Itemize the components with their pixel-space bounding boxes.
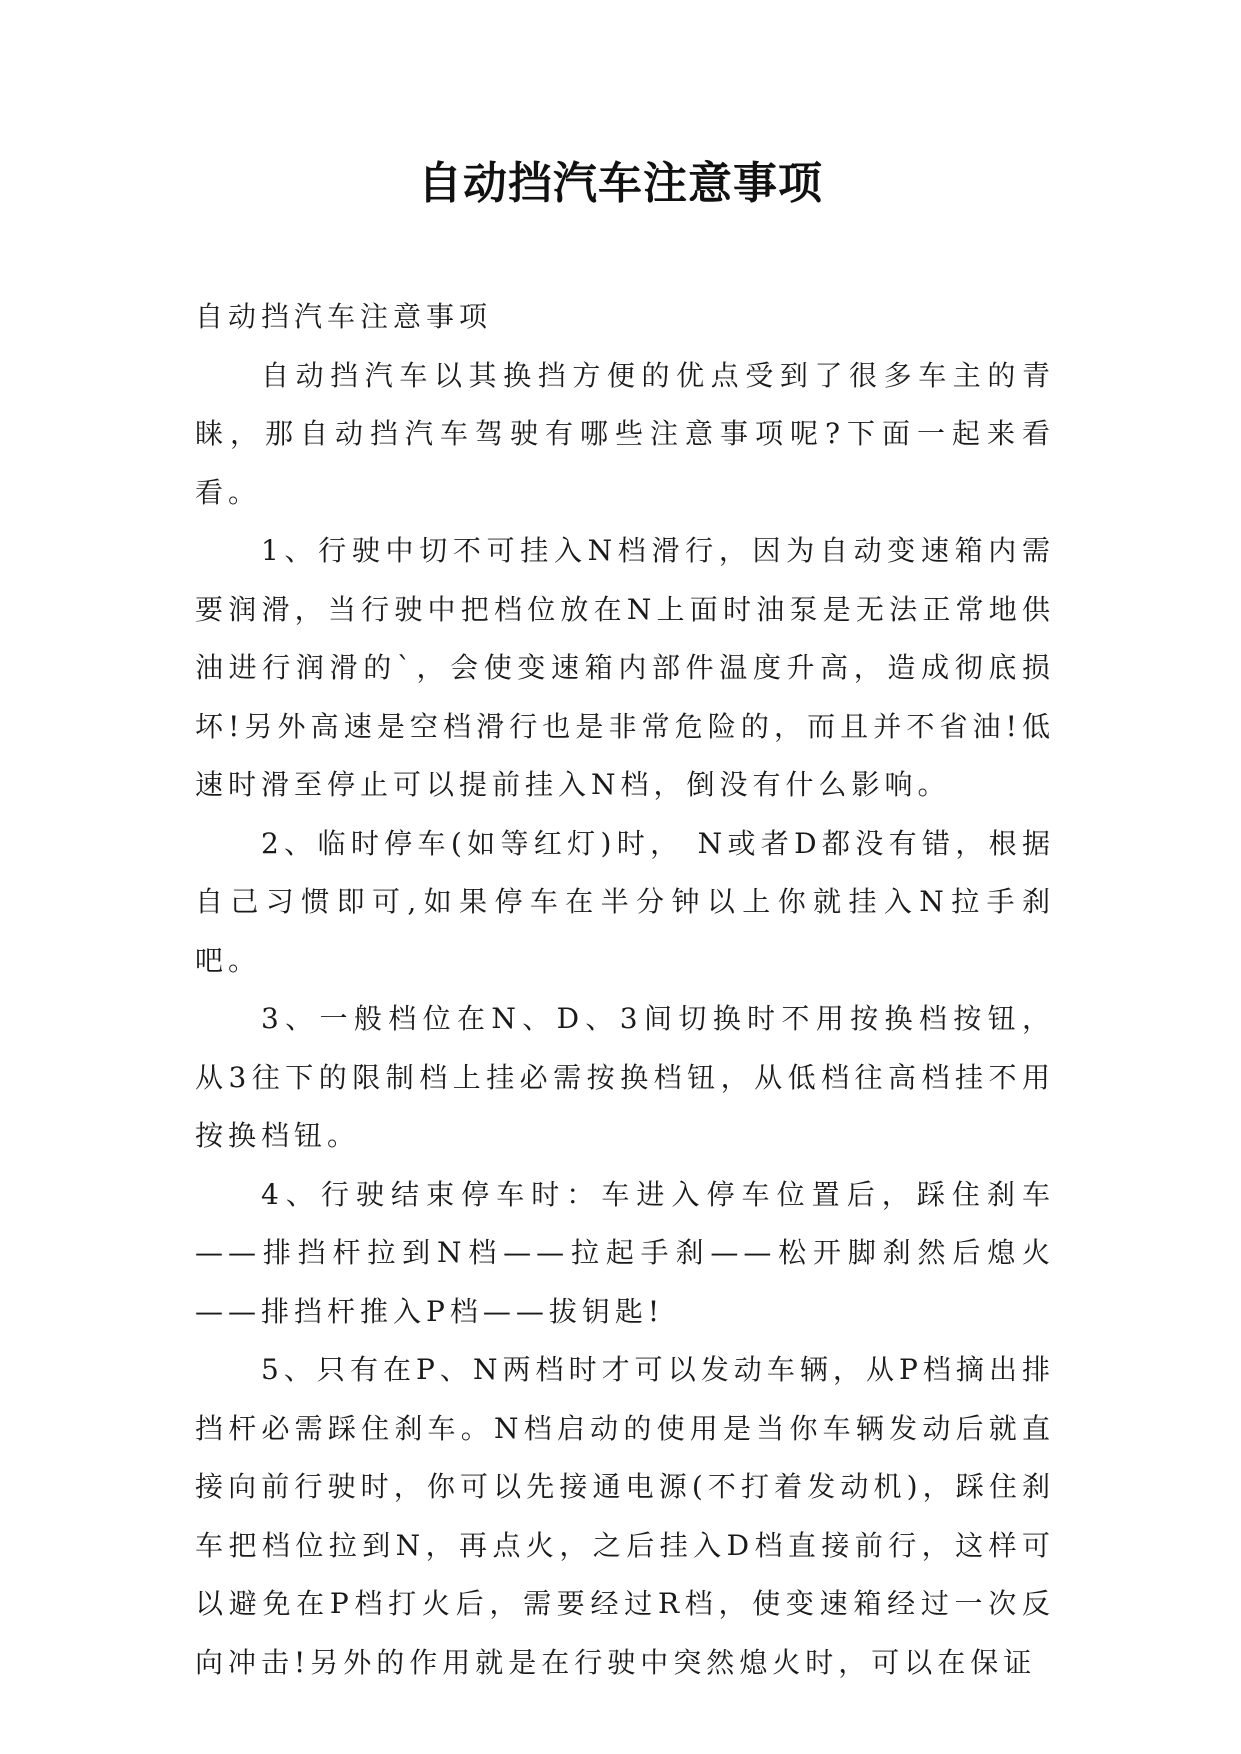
tip-2-paragraph: 2、临时停车(如等红灯)时， N或者D都没有错，根据自己习惯即可,如果停车在半分钟以上你就挂入N拉手刹吧。	[195, 826, 1055, 977]
tip-4-paragraph: 4、行驶结束停车时：车进入停车位置后，踩住刹车——排挡杆拉到N档——拉起手刹——松开脚刹然后熄火——排挡杆推入P档——拔钥匙!	[195, 1177, 1055, 1328]
tip-1-paragraph: 1、行驶中切不可挂入N档滑行，因为自动变速箱内需要润滑，当行驶中把档位放在N上面时油泵是无法正常地供油进行润滑的`，会使变速箱内部件温度升高，造成彻底损坏!另外高速是空档滑行也是非常危险的，而且并不省油!低速时滑至停止可以提前挂入N档，倒没有什么影响。	[195, 534, 1055, 801]
intro-paragraph: 自动挡汽车以其换挡方便的优点受到了很多车主的青睐，那自动挡汽车驾驶有哪些注意事项呢?下面一起来看看。	[195, 358, 1055, 509]
document-subtitle: 自动挡汽车注意事项	[195, 300, 493, 333]
tip-5-paragraph: 5、只有在P、N两档时才可以发动车辆，从P档摘出排挡杆必需踩住刹车。N档启动的使用是当你车辆发动后就直接向前行驶时，你可以先接通电源(不打着发动机)，踩住刹车把档位拉到N，再点火，之后挂入D档直接前行，这样可以避免在P档打火后，需要经过R档，使变速箱经过一次反向冲击!另外的作用就是在行驶中突然熄火时，可以在保证	[195, 1353, 1055, 1679]
tip-3-paragraph: 3、一般档位在N、D、3间切换时不用按换档按钮，从3往下的限制档上挂必需按换档钮，从低档往高档挂不用按换档钮。	[195, 1002, 1055, 1152]
document-body	[195, 288, 1055, 1692]
document-title: 自动挡汽车注意事项	[418, 158, 823, 209]
